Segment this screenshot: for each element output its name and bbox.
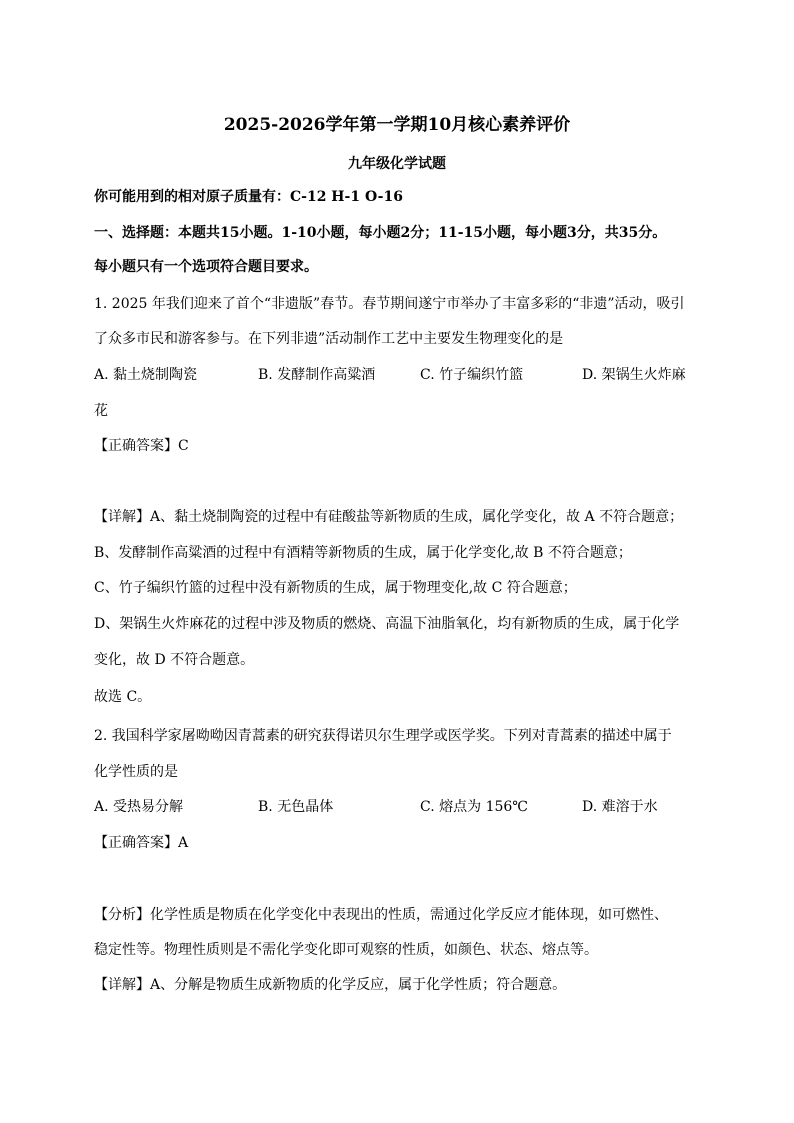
q2-option-c: C. 熔点为 156℃	[420, 799, 528, 815]
exam-subtitle: 九年级化学试题	[348, 156, 446, 172]
exam-title: 2025-2026学年第一学期10月核心素养评价	[223, 115, 571, 135]
q1-detail-line5: 变化，故 D 不符合题意。	[94, 652, 255, 668]
q1-option-d: D. 架锅生火炸麻	[582, 367, 686, 383]
q2-option-d: D. 难溶于水	[582, 799, 658, 815]
q1-answer: 【正确答案】C	[94, 438, 189, 454]
q2-answer: 【正确答案】A	[94, 835, 189, 851]
q2-stem-line2: 化学性质的是	[94, 764, 178, 780]
q1-option-a: A. 黏土烧制陶瓷	[94, 367, 198, 383]
q2-stem-line1: 2. 我国科学家屠呦呦因青蒿素的研究获得诺贝尔生理学或医学奖。下列对青蒿素的描述中属于	[94, 728, 672, 744]
section-heading: 一、选择题：本题共15小题。1-10小题，每小题2分；11-15小题，每小题3分，共35分。	[94, 225, 667, 241]
atomic-mass-note: 你可能用到的相对原子质量有：C-12 H-1 O-16	[94, 189, 403, 205]
section-note: 每小题只有一个选项符合题目要求。	[94, 259, 318, 275]
q1-stem-line2: 了众多市民和游客参与。在下列非遗”活动制作工艺中主要发生物理变化的是	[94, 331, 564, 347]
q1-option-c: C. 竹子编织竹篮	[420, 367, 524, 383]
q1-detail-line3: C、竹子编织竹篮的过程中没有新物质的生成，属于物理变化,故 C 符合题意；	[94, 580, 577, 596]
q1-detail-line2: B、发酵制作高粱酒的过程中有酒精等新物质的生成，属于化学变化,故 B 不符合题意；	[94, 545, 632, 561]
q1-option-d-continued: 花	[94, 403, 108, 419]
q1-option-b: B. 发酵制作高粱酒	[258, 367, 376, 383]
q2-detail-line1: 【详解】A、分解是物质生成新物质的化学反应，属于化学性质；符合题意。	[94, 977, 567, 993]
q1-stem-line1: 1. 2025 年我们迎来了首个“非遗版”春节。春节期间遂宁市举办了丰富多彩的“非遗”活动，吸引	[94, 296, 685, 312]
q1-detail-line4: D、架锅生火炸麻花的过程中涉及物质的燃烧、高温下油脂氧化，均有新物质的生成，属于化学	[94, 616, 680, 632]
q2-option-b: B. 无色晶体	[258, 799, 334, 815]
q2-analysis-line1: 【分析】化学性质是物质在化学变化中表现出的性质，需通过化学反应才能体现，如可燃性、	[94, 907, 668, 923]
q1-detail-line1: 【详解】A、黏土烧制陶瓷的过程中有硅酸盐等新物质的生成，属化学变化，故 A 不符合题意；	[94, 509, 684, 525]
q2-analysis-line2: 稳定性等。物理性质则是不需化学变化即可观察的性质，如颜色、状态、熔点等。	[94, 942, 598, 958]
q2-option-a: A. 受热易分解	[94, 799, 184, 815]
q1-conclusion: 故选 C。	[94, 689, 152, 705]
